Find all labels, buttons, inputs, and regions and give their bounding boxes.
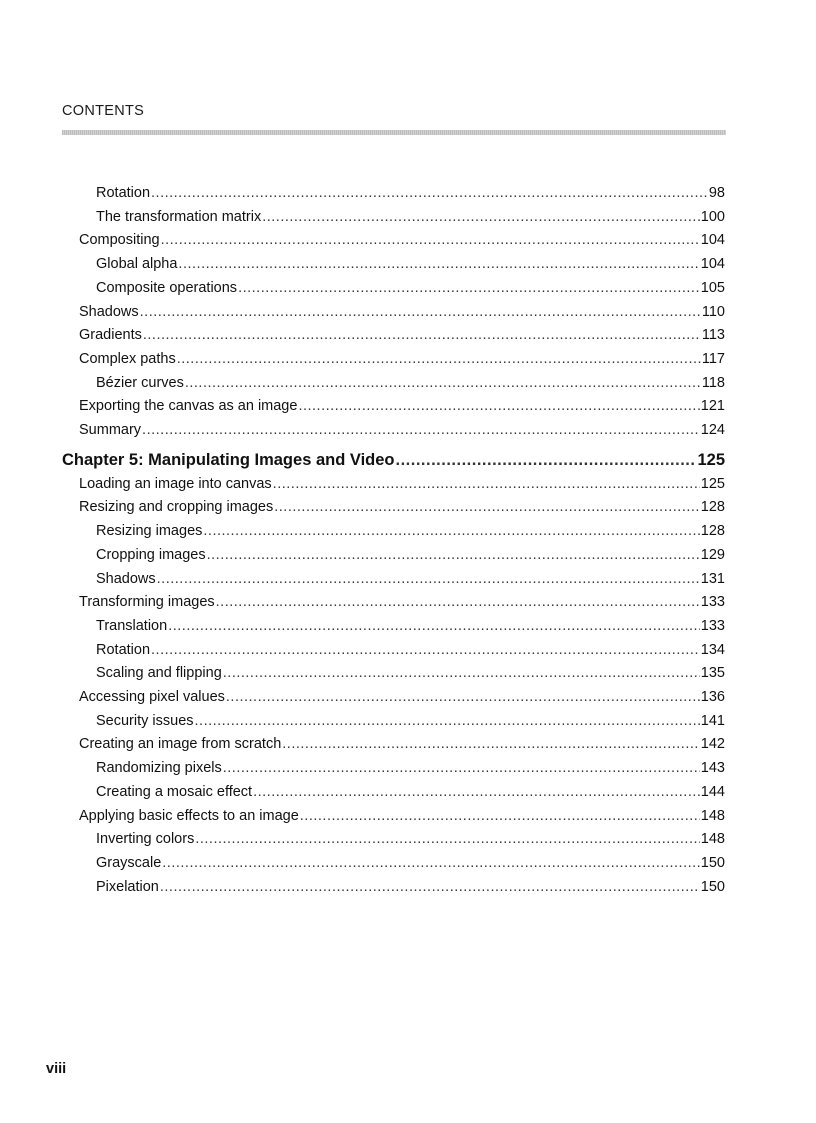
toc-entry[interactable] (96, 372, 725, 394)
toc-entry[interactable] (96, 520, 725, 542)
toc-entry[interactable] (96, 781, 725, 803)
toc-entry-title: Applying basic effects to an image (79, 807, 299, 824)
toc-entry[interactable] (96, 876, 725, 898)
toc-entry[interactable] (79, 473, 725, 495)
toc-entry-title: Shadows (96, 570, 156, 587)
toc-entry-page: 141 (700, 712, 725, 729)
toc-entry-page: 128 (700, 499, 725, 516)
toc-dot-leader (161, 229, 700, 251)
toc-entry-title: Grayscale (96, 854, 162, 871)
toc-entry-page: 125 (697, 450, 725, 469)
toc-dot-leader (162, 852, 700, 874)
toc-entry-title: Complex paths (79, 350, 176, 367)
toc-entry-page: 136 (700, 689, 725, 705)
toc-entry-page: 128 (700, 523, 725, 540)
toc-entry-page: 150 (700, 878, 725, 895)
toc-entry-page: 124 (700, 422, 725, 438)
toc-entry[interactable] (96, 544, 725, 566)
toc-entry[interactable] (96, 639, 725, 661)
toc-entry[interactable] (96, 615, 725, 637)
page-number: viii (46, 1061, 67, 1077)
toc-entry[interactable] (79, 229, 725, 251)
toc-entry-title: Security issues (96, 712, 194, 729)
toc-dot-leader (140, 301, 701, 323)
toc-dot-leader (300, 805, 700, 827)
toc-entry[interactable] (96, 568, 725, 590)
toc-dot-leader (143, 324, 701, 346)
toc-dot-leader (274, 496, 700, 518)
toc-dot-leader (262, 206, 700, 228)
toc-dot-leader (142, 419, 700, 441)
toc-entry-title: Summary (79, 422, 142, 438)
toc-dot-leader (185, 372, 701, 394)
toc-entry[interactable] (79, 496, 725, 518)
toc-entry-page: 133 (700, 594, 725, 611)
toc-entry-title: Creating a mosaic effect (96, 783, 253, 800)
toc-entry-page: 148 (700, 807, 725, 824)
toc-dot-leader (177, 348, 701, 370)
toc-entry-page: 104 (700, 232, 725, 249)
toc-entry-title: Creating an image from scratch (79, 736, 282, 753)
toc-entry-page: 110 (701, 303, 725, 320)
toc-entry[interactable] (96, 277, 725, 299)
toc-entry-title: Bézier curves (96, 374, 184, 391)
toc-entry[interactable] (79, 805, 725, 827)
toc-dot-leader (160, 876, 700, 898)
toc-entry[interactable] (79, 348, 725, 370)
toc-dot-leader (216, 591, 700, 613)
toc-entry[interactable] (79, 686, 725, 708)
toc-dot-leader (168, 615, 700, 637)
toc-entry-title: Inverting colors (96, 831, 195, 848)
toc-entry-title: Accessing pixel values (79, 689, 225, 705)
toc-entry-title: Pixelation (96, 878, 159, 895)
toc-entry-page: 143 (700, 760, 725, 777)
toc-entry-page: 105 (700, 279, 725, 296)
toc-dot-leader (195, 828, 699, 850)
toc-entry[interactable] (96, 710, 725, 732)
toc-entry[interactable] (79, 324, 725, 346)
toc-dot-leader (223, 662, 700, 684)
toc-dot-leader (226, 686, 700, 708)
toc-dot-leader (396, 447, 697, 473)
toc-entry-title: Shadows (79, 303, 139, 320)
toc-entry-title: The transformation matrix (96, 208, 262, 225)
toc-dot-leader (178, 253, 699, 275)
toc-dot-leader (282, 733, 700, 755)
toc-entry[interactable] (96, 206, 725, 228)
toc-entry-title: Rotation (96, 641, 151, 658)
toc-dot-leader (207, 544, 700, 566)
toc-entry-title: Exporting the canvas as an image (79, 398, 298, 415)
toc-entry-page: 118 (701, 374, 725, 391)
toc-entry-title: Compositing (79, 232, 160, 249)
toc-entry-page: 135 (700, 665, 725, 682)
toc-entry[interactable] (96, 828, 725, 850)
toc-dot-leader (273, 473, 700, 495)
toc-entry-page: 98 (708, 185, 725, 201)
toc-entry[interactable] (79, 419, 725, 441)
toc-entry-page: 100 (700, 208, 725, 225)
toc-entry[interactable] (96, 662, 725, 684)
toc-entry-page: 150 (700, 854, 725, 871)
toc-entry-title: Randomizing pixels (96, 760, 222, 777)
toc-entry-page: 142 (700, 736, 725, 753)
toc-entry-title: Resizing and cropping images (79, 499, 274, 516)
toc-entry-title: Global alpha (96, 256, 178, 273)
toc-entry-page: 144 (700, 783, 725, 800)
toc-entry-page: 134 (700, 641, 725, 658)
toc-entry-title: Composite operations (96, 279, 238, 296)
toc-entry-title: Translation (96, 617, 168, 634)
toc-entry-title: Resizing images (96, 523, 203, 540)
toc-entry[interactable] (79, 301, 725, 323)
toc-entry-title: Loading an image into canvas (79, 475, 272, 492)
toc-entry[interactable] (96, 182, 725, 204)
toc-entry-title: Chapter 5: Manipulating Images and Video (62, 450, 395, 469)
toc-entry-page: 104 (700, 256, 725, 273)
toc-dot-leader (298, 395, 699, 417)
toc-entry-page: 133 (700, 617, 725, 634)
toc-entry-page: 113 (701, 327, 725, 344)
toc-dot-leader (238, 277, 700, 299)
toc-entry-page: 121 (700, 398, 725, 415)
toc-entry-title: Scaling and flipping (96, 665, 222, 682)
toc-entry[interactable] (96, 253, 725, 275)
toc-chapter-entry[interactable] (62, 447, 725, 473)
toc-entry-title: Gradients (79, 327, 142, 344)
toc-entry-page: 148 (700, 831, 725, 848)
toc-entry-title: Transforming images (79, 594, 215, 611)
toc-dot-leader (253, 781, 700, 803)
toc-dot-leader (151, 639, 700, 661)
toc-entry-page: 117 (701, 350, 725, 367)
toc-entry[interactable] (79, 591, 725, 613)
toc-dot-leader (223, 757, 700, 779)
toc-entry[interactable] (96, 852, 725, 874)
toc-dot-leader (151, 182, 708, 204)
toc-entry-page: 125 (700, 475, 725, 492)
toc-entry[interactable] (79, 733, 725, 755)
toc-entry[interactable] (79, 395, 725, 417)
toc-dot-leader (195, 710, 700, 732)
toc-entry-title: Cropping images (96, 546, 206, 563)
header-rule (62, 130, 726, 135)
toc-entry-page: 131 (700, 570, 725, 587)
page-header-title: CONTENTS (62, 103, 145, 119)
toc-entry-title: Rotation (96, 185, 151, 201)
toc-dot-leader (203, 520, 699, 542)
toc-dot-leader (157, 568, 700, 590)
toc-entry-page: 129 (700, 546, 725, 563)
toc-entry[interactable] (96, 757, 725, 779)
